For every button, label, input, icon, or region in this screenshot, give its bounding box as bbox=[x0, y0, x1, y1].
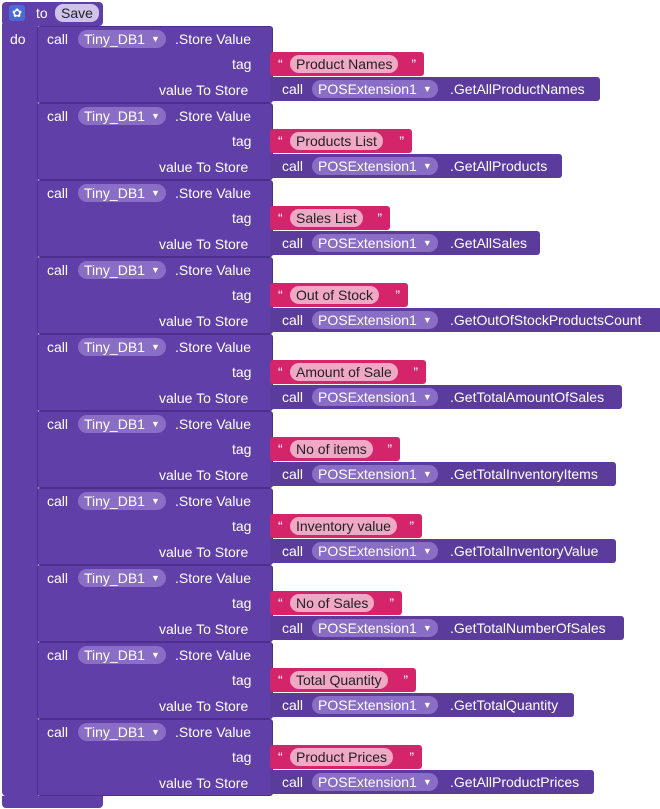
component-dropdown[interactable] bbox=[78, 184, 166, 202]
tag-text-field[interactable]: Total Quantity bbox=[290, 671, 388, 689]
extension-dropdown[interactable] bbox=[312, 696, 438, 714]
triangle-down-icon: ▼ bbox=[150, 342, 160, 352]
triangle-down-icon: ▼ bbox=[150, 265, 160, 275]
store-value-label: .Store Value bbox=[175, 647, 252, 663]
value-to-store-label: value To Store bbox=[159, 313, 249, 329]
store-value-label: .Store Value bbox=[175, 724, 252, 740]
tag-label: tag bbox=[232, 133, 252, 149]
extension-method-call-block[interactable] bbox=[270, 77, 600, 101]
extension-method-call-block[interactable] bbox=[270, 693, 574, 717]
extension-dropdown[interactable] bbox=[312, 542, 438, 560]
tag-label: tag bbox=[232, 595, 252, 611]
method-name: .GetAllProductPrices bbox=[450, 774, 580, 790]
value-to-store-label: value To Store bbox=[159, 390, 249, 406]
extension-name: POSExtension1 bbox=[318, 543, 417, 559]
call-label: call bbox=[47, 570, 69, 586]
extension-name: POSExtension1 bbox=[318, 697, 417, 713]
value-to-store-label: value To Store bbox=[159, 698, 249, 714]
open-quote-icon: “ bbox=[278, 133, 283, 149]
component-name: Tiny_DB1 bbox=[84, 31, 145, 47]
call-label: call bbox=[47, 724, 69, 740]
value-to-store-label: value To Store bbox=[159, 621, 249, 637]
component-name: Tiny_DB1 bbox=[84, 108, 145, 124]
call-label: call bbox=[47, 339, 69, 355]
call-label: call bbox=[47, 493, 69, 509]
open-quote-icon: “ bbox=[278, 210, 283, 226]
tag-label: tag bbox=[232, 441, 252, 457]
extension-dropdown[interactable] bbox=[312, 80, 438, 98]
component-name: Tiny_DB1 bbox=[84, 647, 145, 663]
triangle-down-icon: ▼ bbox=[422, 392, 432, 402]
text-string-block[interactable] bbox=[270, 52, 424, 76]
text-string-block[interactable] bbox=[270, 591, 402, 615]
triangle-down-icon: ▼ bbox=[422, 623, 432, 633]
tag-text-field[interactable]: Products List bbox=[290, 132, 383, 150]
store-value-label: .Store Value bbox=[175, 108, 252, 124]
text-string-block[interactable] bbox=[270, 129, 412, 153]
tag-label: tag bbox=[232, 210, 252, 226]
triangle-down-icon: ▼ bbox=[150, 188, 160, 198]
store-value-label: .Store Value bbox=[175, 262, 252, 278]
component-name: Tiny_DB1 bbox=[84, 416, 145, 432]
open-quote-icon: “ bbox=[278, 364, 283, 380]
extension-method-call-block[interactable] bbox=[270, 616, 624, 640]
extension-dropdown[interactable] bbox=[312, 311, 438, 329]
component-name: Tiny_DB1 bbox=[84, 339, 145, 355]
method-name: .GetAllProducts bbox=[450, 158, 548, 174]
extension-name: POSExtension1 bbox=[318, 235, 417, 251]
tag-label: tag bbox=[232, 364, 252, 380]
value-to-store-label: value To Store bbox=[159, 544, 249, 560]
extension-name: POSExtension1 bbox=[318, 774, 417, 790]
open-quote-icon: “ bbox=[278, 595, 283, 611]
extension-dropdown[interactable] bbox=[312, 388, 438, 406]
method-name: .GetTotalQuantity bbox=[450, 697, 559, 713]
component-dropdown[interactable] bbox=[78, 569, 166, 587]
extension-method-call-block[interactable] bbox=[270, 154, 562, 178]
call-label: call bbox=[282, 466, 304, 482]
call-label: call bbox=[282, 312, 304, 328]
triangle-down-icon: ▼ bbox=[422, 315, 432, 325]
component-dropdown[interactable] bbox=[78, 723, 166, 741]
method-name: .GetTotalNumberOfSales bbox=[450, 620, 606, 636]
call-label: call bbox=[282, 158, 304, 174]
tag-label: tag bbox=[232, 518, 252, 534]
triangle-down-icon: ▼ bbox=[422, 238, 432, 248]
text-string-block[interactable] bbox=[270, 360, 426, 384]
call-label: call bbox=[282, 389, 304, 405]
close-quote-icon: ” bbox=[389, 595, 394, 611]
store-value-label: .Store Value bbox=[175, 31, 252, 47]
component-dropdown[interactable] bbox=[78, 30, 166, 48]
extension-name: POSExtension1 bbox=[318, 389, 417, 405]
call-label: call bbox=[282, 620, 304, 636]
triangle-down-icon: ▼ bbox=[422, 777, 432, 787]
extension-method-call-block[interactable] bbox=[270, 539, 616, 563]
close-quote-icon: ” bbox=[377, 210, 382, 226]
extension-name: POSExtension1 bbox=[318, 158, 417, 174]
component-dropdown[interactable] bbox=[78, 338, 166, 356]
method-name: .GetAllProductNames bbox=[450, 81, 585, 97]
triangle-down-icon: ▼ bbox=[150, 34, 160, 44]
store-value-label: .Store Value bbox=[175, 185, 252, 201]
procedure-body-spine bbox=[2, 24, 38, 796]
triangle-down-icon: ▼ bbox=[422, 700, 432, 710]
triangle-down-icon: ▼ bbox=[422, 546, 432, 556]
extension-dropdown[interactable] bbox=[312, 157, 438, 175]
procedure-to-label: to bbox=[36, 5, 48, 21]
close-quote-icon: ” bbox=[411, 56, 416, 72]
open-quote-icon: “ bbox=[278, 749, 283, 765]
component-name: Tiny_DB1 bbox=[84, 262, 145, 278]
method-name: .GetTotalInventoryValue bbox=[450, 543, 599, 559]
call-label: call bbox=[47, 31, 69, 47]
triangle-down-icon: ▼ bbox=[422, 161, 432, 171]
gear-icon[interactable]: ✿ bbox=[9, 5, 25, 21]
store-value-label: .Store Value bbox=[175, 570, 252, 586]
tag-text-field[interactable]: Product Prices bbox=[290, 748, 393, 766]
call-label: call bbox=[282, 235, 304, 251]
tag-label: tag bbox=[232, 287, 252, 303]
close-quote-icon: ” bbox=[399, 133, 404, 149]
open-quote-icon: “ bbox=[278, 287, 283, 303]
method-name: .GetTotalAmountOfSales bbox=[450, 389, 605, 405]
tag-text-field[interactable]: No of items bbox=[290, 440, 373, 458]
call-label: call bbox=[47, 108, 69, 124]
call-label: call bbox=[47, 262, 69, 278]
extension-name: POSExtension1 bbox=[318, 81, 417, 97]
component-name: Tiny_DB1 bbox=[84, 493, 145, 509]
tag-text-field[interactable]: No of Sales bbox=[290, 594, 374, 612]
extension-dropdown[interactable] bbox=[312, 465, 438, 483]
procedure-footer bbox=[2, 796, 103, 808]
store-value-label: .Store Value bbox=[175, 339, 252, 355]
procedure-do-label: do bbox=[10, 31, 26, 47]
component-dropdown[interactable] bbox=[78, 415, 166, 433]
method-name: .GetOutOfStockProductsCount bbox=[450, 312, 642, 328]
value-to-store-label: value To Store bbox=[159, 159, 249, 175]
tag-text-field[interactable]: Inventory value bbox=[290, 517, 397, 535]
method-name: .GetAllSales bbox=[450, 235, 528, 251]
triangle-down-icon: ▼ bbox=[150, 419, 160, 429]
extension-method-call-block[interactable] bbox=[270, 462, 616, 486]
extension-dropdown[interactable] bbox=[312, 234, 438, 252]
extension-name: POSExtension1 bbox=[318, 312, 417, 328]
text-string-block[interactable] bbox=[270, 745, 422, 769]
triangle-down-icon: ▼ bbox=[422, 84, 432, 94]
call-label: call bbox=[282, 774, 304, 790]
triangle-down-icon: ▼ bbox=[150, 111, 160, 121]
extension-method-call-block[interactable] bbox=[270, 770, 594, 794]
text-string-block[interactable] bbox=[270, 668, 416, 692]
close-quote-icon: ” bbox=[403, 672, 408, 688]
call-label: call bbox=[282, 81, 304, 97]
call-label: call bbox=[47, 647, 69, 663]
tag-label: tag bbox=[232, 749, 252, 765]
extension-dropdown[interactable] bbox=[312, 619, 438, 637]
procedure-name-field[interactable]: Save bbox=[55, 4, 99, 22]
component-dropdown[interactable] bbox=[78, 261, 166, 279]
call-label: call bbox=[282, 697, 304, 713]
tag-label: tag bbox=[232, 672, 252, 688]
text-string-block[interactable] bbox=[270, 283, 408, 307]
close-quote-icon: ” bbox=[409, 518, 414, 534]
store-value-label: .Store Value bbox=[175, 493, 252, 509]
extension-name: POSExtension1 bbox=[318, 620, 417, 636]
component-dropdown[interactable] bbox=[78, 107, 166, 125]
value-to-store-label: value To Store bbox=[159, 775, 249, 791]
extension-method-call-block[interactable] bbox=[270, 385, 622, 409]
call-label: call bbox=[282, 543, 304, 559]
call-label: call bbox=[47, 416, 69, 432]
close-quote-icon: ” bbox=[395, 287, 400, 303]
close-quote-icon: ” bbox=[409, 749, 414, 765]
value-to-store-label: value To Store bbox=[159, 236, 249, 252]
open-quote-icon: “ bbox=[278, 672, 283, 688]
tag-text-field[interactable]: Amount of Sale bbox=[290, 363, 398, 381]
component-dropdown[interactable] bbox=[78, 492, 166, 510]
close-quote-icon: ” bbox=[387, 441, 392, 457]
store-value-label: .Store Value bbox=[175, 416, 252, 432]
component-name: Tiny_DB1 bbox=[84, 570, 145, 586]
text-string-block[interactable] bbox=[270, 206, 390, 230]
value-to-store-label: value To Store bbox=[159, 82, 249, 98]
component-name: Tiny_DB1 bbox=[84, 185, 145, 201]
text-string-block[interactable] bbox=[270, 514, 422, 538]
tag-text-field[interactable]: Out of Stock bbox=[290, 286, 379, 304]
triangle-down-icon: ▼ bbox=[150, 496, 160, 506]
extension-dropdown[interactable] bbox=[312, 773, 438, 791]
open-quote-icon: “ bbox=[278, 441, 283, 457]
triangle-down-icon: ▼ bbox=[150, 573, 160, 583]
extension-name: POSExtension1 bbox=[318, 466, 417, 482]
component-name: Tiny_DB1 bbox=[84, 724, 145, 740]
text-string-block[interactable] bbox=[270, 437, 400, 461]
open-quote-icon: “ bbox=[278, 56, 283, 72]
extension-method-call-block[interactable] bbox=[270, 308, 660, 332]
triangle-down-icon: ▼ bbox=[150, 727, 160, 737]
component-dropdown[interactable] bbox=[78, 646, 166, 664]
method-name: .GetTotalInventoryItems bbox=[450, 466, 598, 482]
close-quote-icon: ” bbox=[413, 364, 418, 380]
extension-method-call-block[interactable] bbox=[270, 231, 540, 255]
triangle-down-icon: ▼ bbox=[150, 650, 160, 660]
value-to-store-label: value To Store bbox=[159, 467, 249, 483]
triangle-down-icon: ▼ bbox=[422, 469, 432, 479]
open-quote-icon: “ bbox=[278, 518, 283, 534]
tag-label: tag bbox=[232, 56, 252, 72]
call-label: call bbox=[47, 185, 69, 201]
tag-text-field[interactable]: Sales List bbox=[290, 209, 363, 227]
tag-text-field[interactable]: Product Names bbox=[290, 55, 398, 73]
